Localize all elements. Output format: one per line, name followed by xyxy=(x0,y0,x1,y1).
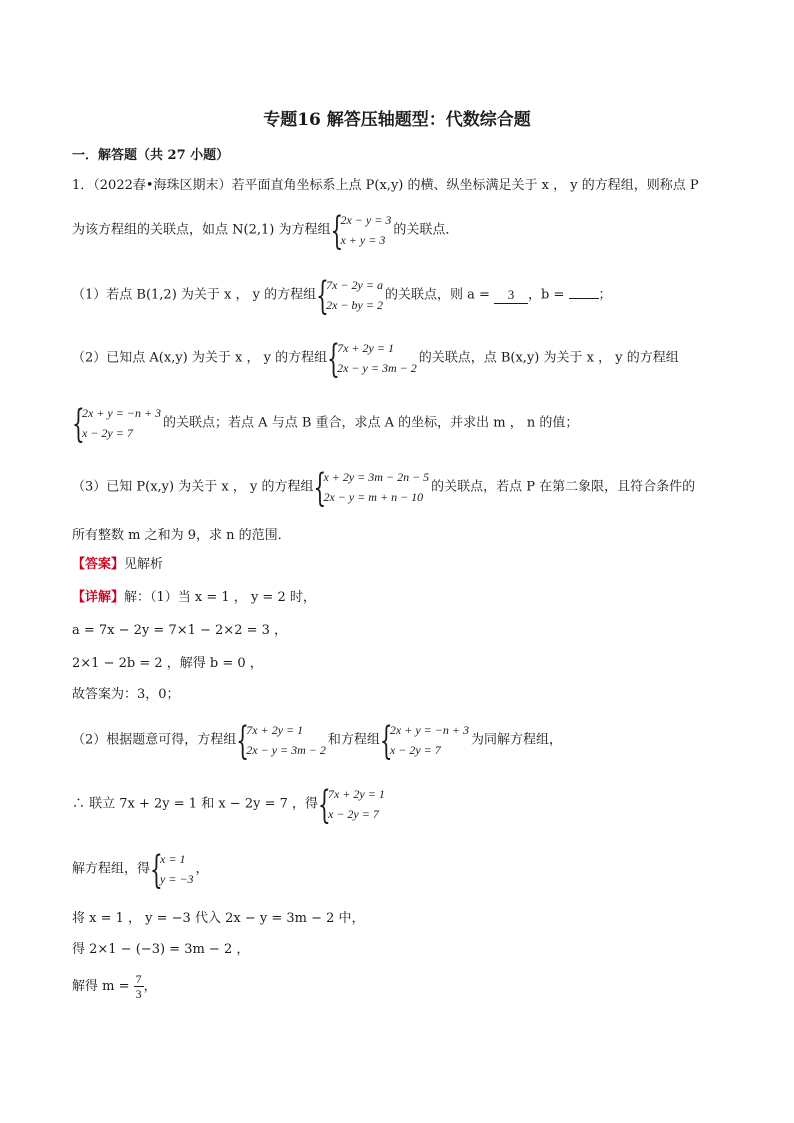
solution-step-7-pre: 解方程组，得 xyxy=(72,861,151,877)
question-3-pre: （3）已知 P(x,y) 为关于 x ， y 的方程组 xyxy=(72,479,314,495)
solution-step-5-pre: （2）根据题意可得，方程组 xyxy=(72,732,237,748)
fraction-m xyxy=(134,972,144,1001)
question-1-pre: （1）若点 B(1,2) 为关于 x ， y 的方程组 xyxy=(72,287,317,303)
question-2-pre: （2）已知点 A(x,y) 为关于 x ， y 的方程组 xyxy=(72,350,328,366)
equation-row: { 7x − 2y = a xyxy=(326,278,383,292)
solution-step-7 xyxy=(72,849,209,889)
solution-step-7-post: ， xyxy=(195,861,209,877)
equation-row: 2x − y = 3m − 2 xyxy=(337,361,417,375)
solution-step-6-pre: ∴ 联立 7x + 2y = 1 和 x − 2y = 7 ，得 xyxy=(72,796,318,812)
equation-system-n xyxy=(332,210,391,250)
question-2 xyxy=(72,338,679,378)
question-1 xyxy=(72,275,612,315)
solution-step-10-post: ， xyxy=(143,979,157,994)
equation-row: { x + 2y = 3m − 2n − 5 xyxy=(323,470,430,484)
solution-step-2: a = 7x − 2y = 7×1 − 2×2 = 3 ， xyxy=(72,623,288,638)
problem-line-2-pre: 为该方程组的关联点，如点 N(2,1) 为方程组 xyxy=(72,222,331,238)
equation-row: 2x − by = 2 xyxy=(326,298,383,312)
equation-system-p xyxy=(315,467,429,507)
equation-row: y = −3 xyxy=(160,872,194,886)
page-title: 专题16 解答压轴题型：代数综合题 xyxy=(263,110,531,130)
equation-row: x + y = 3 xyxy=(340,233,386,247)
equation-row: 2x − y = m + n − 10 xyxy=(323,490,424,504)
equation-row: { 2x + y = −n + 3 xyxy=(389,723,469,737)
equation-row: { 2x − y = 3 xyxy=(340,213,392,227)
problem-line-2-post: 的关联点． xyxy=(393,222,459,238)
detail-line xyxy=(72,589,316,606)
answer-blank-a: 3 xyxy=(494,286,528,304)
question-3-post: 的关联点，若点 P 在第二象限，且符合条件的 xyxy=(431,479,696,495)
answer-tag: 【答案】 xyxy=(72,557,125,572)
solution-step-10-pre: 解得 m = xyxy=(72,979,130,994)
equation-row: { 7x + 2y = 1 xyxy=(337,341,394,355)
question-2-cont xyxy=(72,403,578,443)
equation-row: x − 2y = 7 xyxy=(389,743,441,757)
question-1-end: ； xyxy=(598,287,612,303)
fraction-denominator: 3 xyxy=(135,987,142,1001)
problem-line-1: 1．（2022春•海珠区期末）若平面直角坐标系上点 P(x,y) 的横、纵坐标满足关于 x ， y 的方程组，则称点 P xyxy=(72,178,699,193)
solution-step-8: 将 x = 1 ， y = −3 代入 2x − y = 3m − 2 中， xyxy=(72,911,365,926)
solution-step-6 xyxy=(72,784,387,824)
equation-row: { x = 1 xyxy=(160,852,186,866)
solution-step-3: 2×1 − 2b = 2 ，解得 b = 0 ， xyxy=(72,656,263,671)
question-1-mid2: ，b = xyxy=(528,287,565,303)
equation-row: { 2x + y = −n + 3 xyxy=(82,406,162,420)
equation-row: x − 2y = 7 xyxy=(82,426,133,440)
answer-line xyxy=(72,556,163,573)
solution-step-5 xyxy=(72,720,562,760)
equation-row: { 7x + 2y = 1 xyxy=(246,723,304,737)
equation-system-s6 xyxy=(320,784,385,824)
equation-system-s7 xyxy=(152,849,194,889)
equation-system-a xyxy=(329,338,417,378)
section-header: 一．解答题（共 27 小题） xyxy=(72,148,230,163)
question-2-mid: 的关联点，点 B(x,y) 为关于 x ， y 的方程组 xyxy=(418,350,679,366)
solution-step-4: 故答案为：3，0； xyxy=(72,687,180,702)
equation-system-s5b xyxy=(382,720,469,760)
equation-system-s5a xyxy=(238,720,326,760)
solution-step-10 xyxy=(72,972,157,1001)
equation-row: x − 2y = 7 xyxy=(328,807,379,821)
detail-tag: 【详解】 xyxy=(72,590,125,605)
solution-step-1: 解：（1）当 x = 1 ， y = 2 时， xyxy=(124,590,316,605)
question-2-post: 的关联点；若点 A 与点 B 重合，求点 A 的坐标，并求出 m ， n 的值； xyxy=(163,415,579,431)
solution-step-9: 得 2×1 − (−3) = 3m − 2 ， xyxy=(72,942,250,957)
question-3 xyxy=(72,467,695,507)
equation-row: 2x − y = 3m − 2 xyxy=(246,743,326,757)
equation-row: { 7x + 2y = 1 xyxy=(328,787,385,801)
solution-step-5-post: 为同解方程组， xyxy=(470,732,562,748)
equation-system-b xyxy=(318,275,383,315)
answer-blank-b xyxy=(569,298,599,299)
question-1-mid: 的关联点，则 a = xyxy=(384,287,490,303)
problem-line-2 xyxy=(72,210,458,250)
fraction-numerator: 7 xyxy=(135,972,142,986)
equation-system-b2 xyxy=(74,403,161,443)
question-3-line-2: 所有整数 m 之和为 9，求 n 的范围． xyxy=(72,528,291,543)
solution-step-5-mid: 和方程组 xyxy=(327,732,380,748)
answer-text: 见解析 xyxy=(124,557,164,572)
